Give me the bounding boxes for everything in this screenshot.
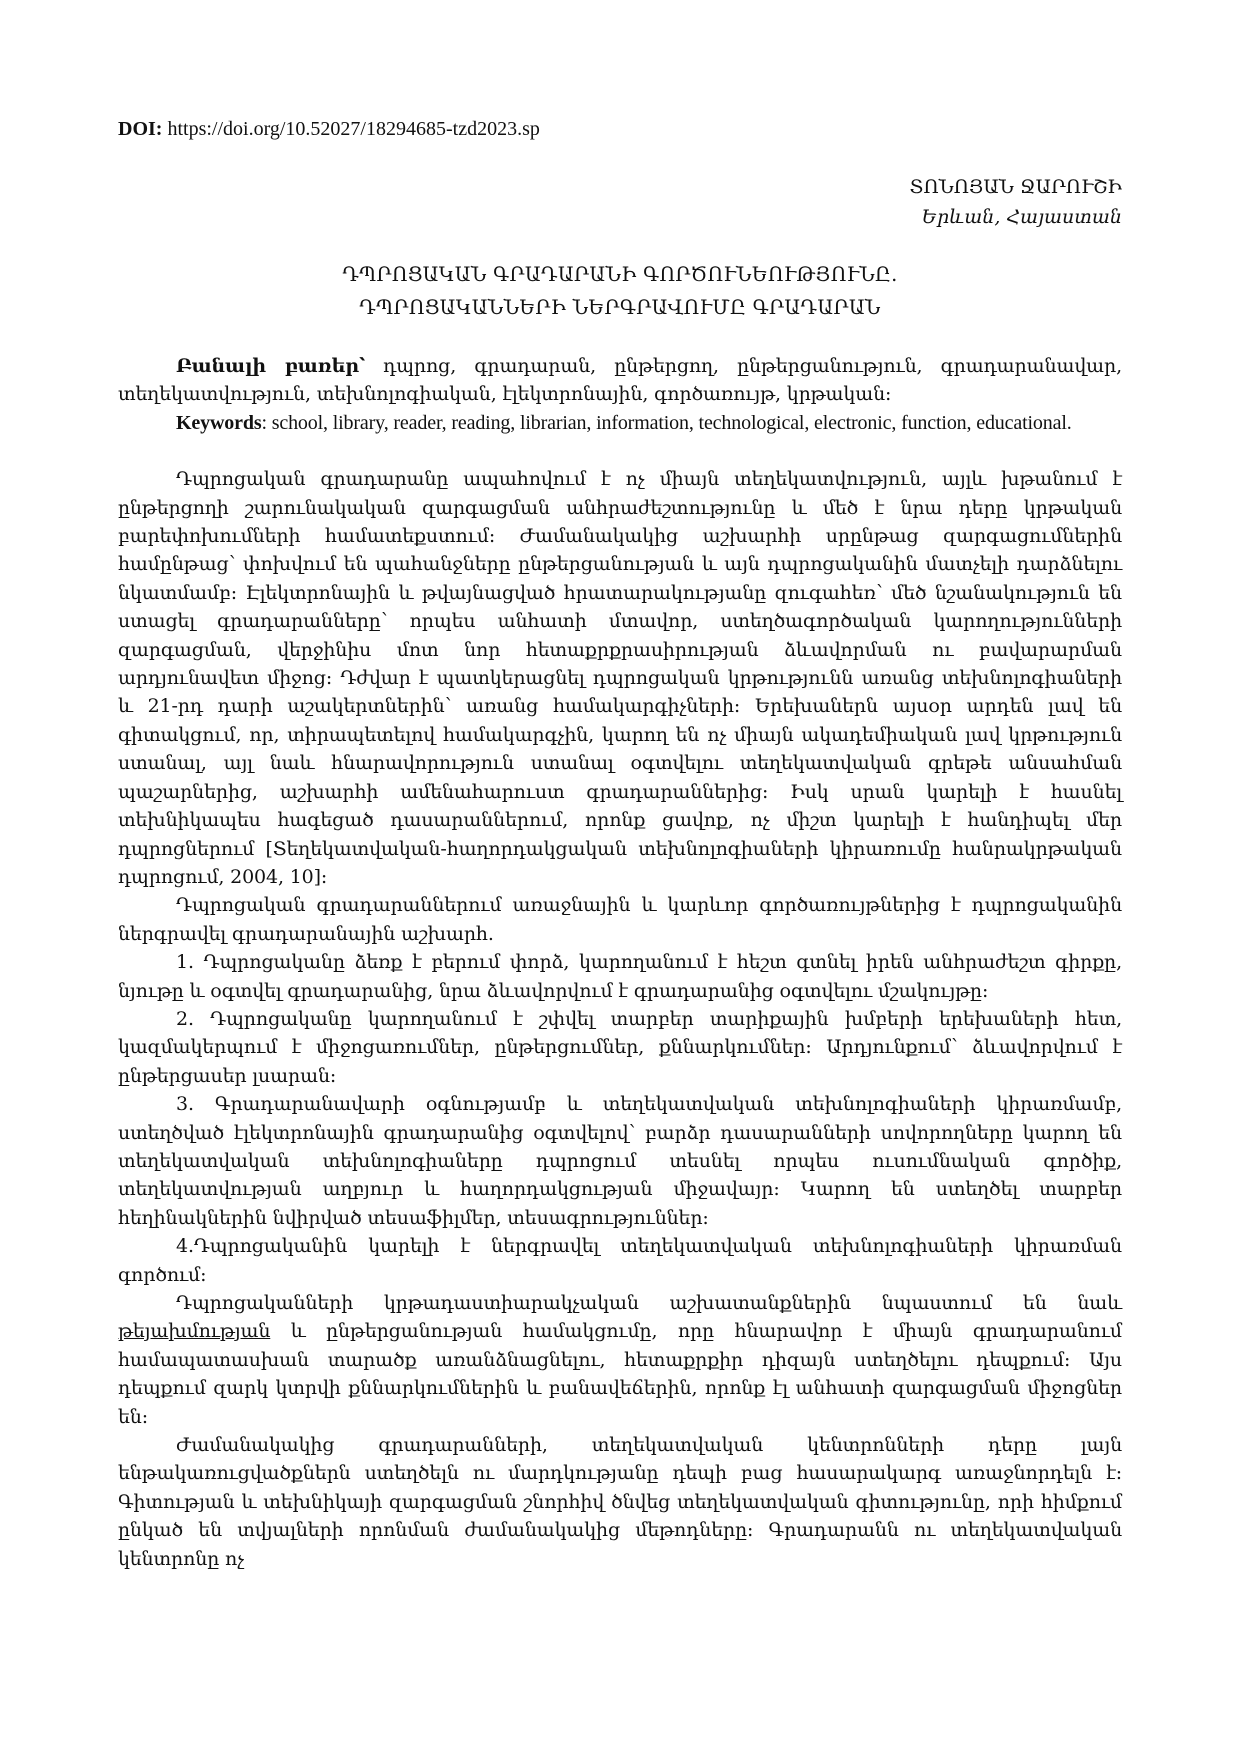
author-block: [910, 172, 1122, 232]
article-title: [118, 258, 1122, 324]
keywords-armenian: [118, 352, 1122, 409]
title-line-1: ԴՊՐՈՑԱԿԱՆ ԳՐԱԴԱՐԱՆԻ ԳՈՐԾՈՒՆԵՈՒԹՅՈՒՆԸ.: [342, 263, 898, 286]
author-location: Երևան, Հայաստան: [921, 206, 1122, 228]
paragraph-7-start: Դպրոցականների կրթադաստիարակչական աշխատանքներին նպաստում են նաև: [176, 1292, 1122, 1314]
keywords-english-text: : school, library, reader, reading, librarian, information, technological, electronic, function, educational.: [261, 411, 1072, 434]
keywords-armenian-label: Բանալի բառեր՝: [176, 355, 365, 377]
keywords-armenian-text: դպրոց, գրադարան, ընթերցող, ընթերցանություն, գրադարանավար, տեղեկատվություն, տեխնոլոգիական, էլեկտրոնային, գործառույթ, կրթական:: [118, 355, 1122, 406]
paragraph-1: Դպրոցական գրադարանը ապահովում է ոչ միայն տեղեկատվություն, այլև խթանում է ընթերցողի շարունակական զարգացման անհրաժեշտությունը և մեծ է նրա դերը կրթական բարեփոխումների համատեքստում: Ժամանակակից աշխարհի սրընթաց զարգացումներին համընթաց՝ փոխվում են պահանջները ընթերցանության և այն դպրոցականին մատչելի դարձնելու նկատմամբ: Էլեկտրոնային և թվայնացված հրատարակությանը զուգահեռ՝ մեծ նշանակություն են ստացել գրադարանները՝ որպես անհատի մտավոր, ստեղծագործական կարողությունների զարգացման, վերջինիս մոտ նոր հետաքրքրասիրության ձևավորման ու բավարարման արդյունավետ միջոց: Դժվար է պատկերացնել դպրոցական կրթությունն առանց տեխնոլոգիաների և 21-րդ դարի աշակերտներին՝ առանց համակարգիչների: Երեխաներն այսօր արդեն լավ են գիտակցում, որ, տիրապետելով համակարգչին, կարող են ոչ միայն ակադեմիական լավ կրթություն ստանալ, այլ նաև հնարավորություն ստանալ օգտվելու տեղեկատվական գրեթե անսահման պաշարներից, աշխարհի ամենահարուստ գրադարաններից: Իսկ սրան կարելի է հասնել տեխնիկապես հագեցած դասարաններում, որոնք ցավոք, ոչ միշտ կարելի է հանդիպել մեր դպրոցներում [Տեղեկատվական-հաղորդակցական տեխնոլոգիաների կիրառումը հանրակրթական դպրոցում, 2004, 10]:: [118, 468, 1122, 888]
doi-line: [118, 118, 540, 141]
paragraph-5: 3. Գրադարանավարի օգնությամբ և տեղեկատվական տեխնոլոգիաների կիրառմամբ, ստեղծված էլեկտրոնային գրադարանից օգտվելով՝ բարձր դասարանների սովորողները կարող են տեղեկատվական տեխնոլոգիաները դպրոցում տեսնել որպես ուսումնական գործիք, տեղեկատվության աղբյուր և հաղորդակցության միջավայր: Կարող են ստեղծել տարբեր հեղինակներին նվիրված տեսաֆիլմեր, տեսագրություններ:: [118, 1093, 1122, 1229]
paragraph-6: 4.Դպրոցականին կարելի է ներգրավել տեղեկատվական տեխնոլոգիաների կիրառման գործում:: [118, 1235, 1122, 1286]
article-body: [118, 352, 1122, 1573]
keywords-english-label: Keywords: [176, 411, 262, 434]
underlined-term: թեյախմության: [118, 1320, 271, 1343]
paragraph-7-end: և ընթերցանության համակցումը, որը հնարավոր է միայն գրադարանում համապատասխան տարածք առանձնացնելու, հետաքրքիր դիզայն ստեղծելու դեպքում: Այս դեպքում զարկ կտրվի քննարկումներին և բանավեճերին, որոնք էլ անհատի զարգացման միջոցներ են:: [118, 1320, 1122, 1428]
paragraph-8: Ժամանակակից գրադարանների, տեղեկատվական կենտրոնների դերը լայն ենթակառուցվածքներն ստեղծելն ու մարդկությանը դեպի բաց հասարակարգ առաջնորդելն է: Գիտության և տեխնիկայի զարգացման շնորհիվ ծնվեց տեղեկատվական գիտությունը, որի հիմքում ընկած են տվյալների որոնման ժամանակակից մեթոդները: Գրադարանն ու տեղեկատվական կենտրոնը ոչ: [118, 1434, 1122, 1570]
doi-link[interactable]: https://doi.org/10.52027/18294685-tzd2023.sp: [167, 118, 540, 140]
paragraph-7: [118, 1289, 1122, 1431]
doi-label: DOI:: [118, 118, 163, 140]
title-line-2: ԴՊՐՈՑԱԿԱՆՆԵՐԻ ՆԵՐԳՐԱՎՈՒՄԸ ԳՐԱԴԱՐԱՆ: [359, 296, 881, 319]
keywords-english: [118, 409, 1122, 437]
author-name: ՏՈՆՈՅԱՆ ՋԱՐՈՒՇԻ: [909, 176, 1122, 198]
paragraph-2: Դպրոցական գրադարաններում առաջնային և կարևոր գործառույթներից է դպրոցականին ներգրավել գրադարանային աշխարհ.: [118, 894, 1122, 945]
paragraph-4: 2. Դպրոցականը կարողանում է շփվել տարբեր տարիքային խմբերի երեխաների հետ, կազմակերպում է միջոցառումներ, ընթերցումներ, քննարկումներ: Արդյունքում՝ ձևավորվում է ընթերցասեր լսարան:: [118, 1007, 1122, 1087]
paragraph-3: 1. Դպրոցականը ձեռք է բերում փորձ, կարողանում է հեշտ գտնել իրեն անհրաժեշտ գիրքը, նյութը և օգտվել գրադարանից, նրա ձևավորվում է գրադարանից օգտվելու մշակույթը:: [118, 951, 1122, 1002]
